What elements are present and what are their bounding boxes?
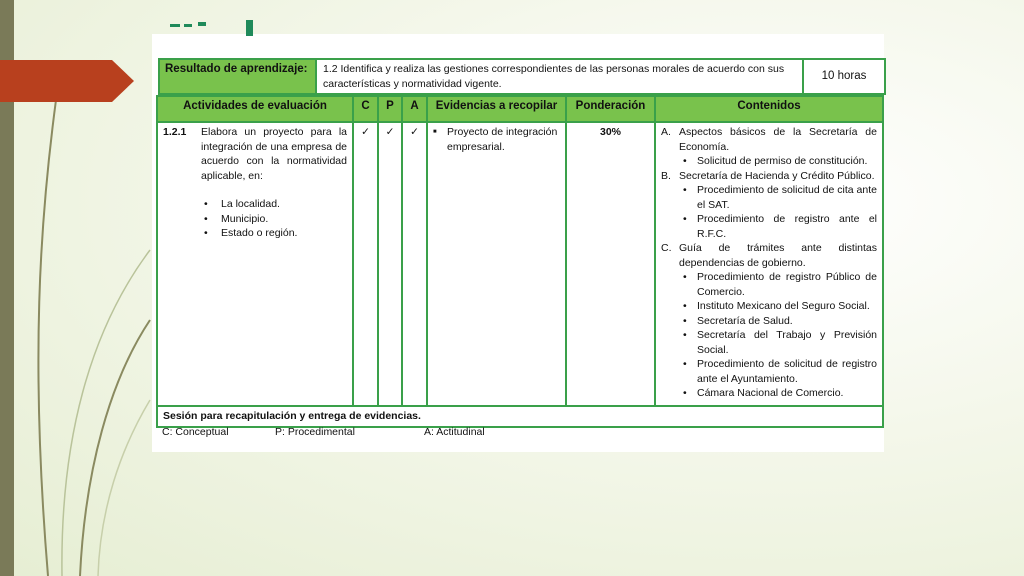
header-p: P [378, 96, 402, 122]
list-item: • Instituto Mexicano del Seguro Social. [679, 299, 877, 314]
hours-value: 10 horas [803, 59, 885, 94]
header-c: C [353, 96, 378, 122]
weight-value: 30% [566, 122, 655, 406]
content-b [661, 169, 877, 184]
content-b-key: B. [661, 169, 671, 182]
activity-list [201, 197, 347, 241]
list-item: • Procedimiento de solicitud de cita ante el SAT. [679, 183, 877, 212]
list-item: • Municipio. [201, 212, 347, 227]
header-weight: Ponderación [566, 96, 655, 122]
list-item: • Estado o región. [201, 226, 347, 241]
evaluation-table [156, 95, 884, 428]
session-text: Sesión para recapitulación y entrega de evidencias. [157, 406, 883, 427]
header-contents: Contenidos [655, 96, 883, 122]
table-row [157, 122, 883, 406]
list-item: • Solicitud de permiso de constitución. [679, 154, 877, 169]
learning-result-label: Resultado de aprendizaje: [159, 59, 316, 94]
header-a: A [402, 96, 427, 122]
learning-result-table [158, 58, 886, 95]
list-item: • Procedimiento de solicitud de registro ante el Ayuntamiento. [679, 357, 877, 386]
content-c-text: Guía de trámites ante distintas dependencias de gobierno. [679, 242, 877, 269]
list-item: • Cámara Nacional de Comercio. [679, 386, 877, 401]
activity-cell [157, 122, 353, 406]
learning-result-text: 1.2 Identifica y realiza las gestiones correspondientes de las personas morales de acuerdo con sus características y normatividad vigente. [316, 59, 803, 94]
activity-code: 1.2.1 [163, 126, 187, 138]
legend-procedimental: P: Procedimental [275, 426, 355, 438]
session-row [157, 406, 883, 427]
check-p-icon: ✓ [378, 122, 402, 406]
list-item: • Secretaría de Salud. [679, 314, 877, 329]
cropped-title-fragment [168, 18, 268, 38]
content-a [661, 125, 877, 154]
content-c-key: C. [661, 242, 672, 254]
header-activities: Actividades de evaluación [157, 96, 353, 122]
legend-actitudinal: A: Actitudinal [424, 426, 485, 438]
list-item: • La localidad. [201, 197, 347, 212]
contents-cell [655, 122, 883, 406]
arrow-marker-icon [0, 60, 134, 102]
list-item: • Procedimiento de registro Público de Comercio. [679, 270, 877, 299]
content-b-text: Secretaría de Hacienda y Crédito Público. [679, 169, 875, 182]
content-a-key: A. [661, 126, 671, 138]
list-item: • Secretaría del Trabajo y Previsión Social. [679, 328, 877, 357]
content-a-text: Aspectos básicos de la Secretaría de Economía. [679, 126, 877, 153]
activity-text: Elabora un proyecto para la integración de una empresa de acuerdo con la normatividad aplicable, en: [201, 126, 347, 182]
evidence-cell [427, 122, 566, 406]
legend-conceptual: C: Conceptual [162, 426, 229, 438]
content-c [661, 241, 877, 270]
header-evidence: Evidencias a recopilar [427, 96, 566, 122]
evidence-text: ■ Proyecto de integración empresarial. [433, 125, 560, 154]
list-item: • Procedimiento de registro ante el R.F.C. [679, 212, 877, 241]
check-c-icon: ✓ [353, 122, 378, 406]
check-a-icon: ✓ [402, 122, 427, 406]
table-header-row [157, 96, 883, 122]
